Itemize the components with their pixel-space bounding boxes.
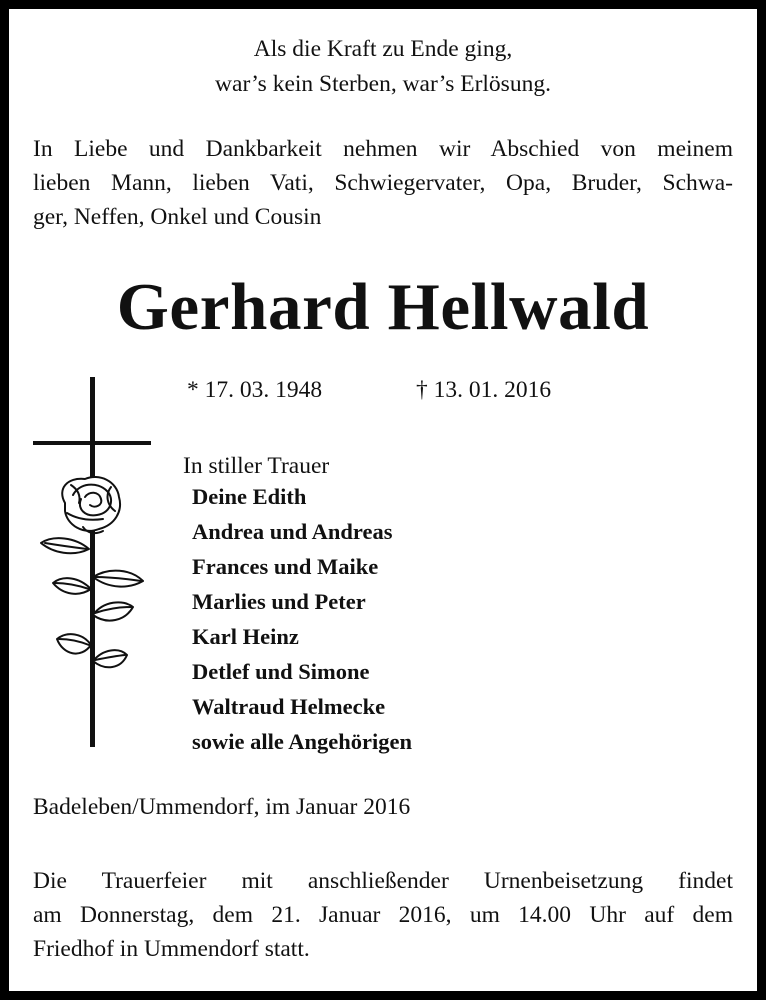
death-date: † 13. 01. 2016 — [416, 377, 552, 403]
verse — [9, 32, 757, 102]
mourner-name: Waltraud Helmecke — [192, 694, 386, 719]
cross-with-rose — [27, 377, 157, 749]
funeral-line-2: am Donnerstag, dem 21. Januar 2016, um 14.00 Uhr auf dem — [33, 902, 733, 928]
funeral-line-1: Die Trauerfeier mit anschließender Urnenbeisetzung findet — [33, 868, 733, 894]
place-and-date: Badeleben/Ummendorf, im Januar 2016 — [33, 794, 411, 820]
mourner-name: Frances und Maike — [192, 554, 379, 579]
verse-line-1: Als die Kraft zu Ende ging, — [253, 36, 513, 62]
birth-date: * 17. 03. 1948 — [187, 377, 323, 403]
mourning-heading: In stiller Trauer — [183, 453, 330, 479]
funeral-notice — [33, 864, 733, 966]
intro-line-2: lieben Mann, lieben Vati, Schwiegervater, Opa, Bruder, Schwa- — [33, 170, 733, 196]
mourner-name: Karl Heinz — [192, 624, 299, 649]
mourner-name: Marlies und Peter — [192, 589, 366, 614]
mourner-name: Deine Edith — [192, 484, 307, 509]
mourners-list — [192, 479, 412, 759]
mourner-name: sowie alle Angehörigen — [192, 729, 412, 754]
deceased-name: Gerhard Hellwald — [116, 270, 650, 344]
intro-text — [33, 132, 733, 234]
verse-line-2: war’s kein Sterben, war’s Erlösung. — [215, 71, 551, 97]
funeral-line-3: Friedhof in Ummendorf statt. — [33, 936, 310, 962]
intro-line-1: In Liebe und Dankbarkeit nehmen wir Abschied von meinem — [33, 136, 733, 162]
intro-line-3: ger, Neffen, Onkel und Cousin — [33, 204, 322, 230]
obituary-notice — [9, 9, 757, 991]
mourner-name: Detlef und Simone — [192, 659, 370, 684]
mourner-name: Andrea und Andreas — [192, 519, 393, 544]
